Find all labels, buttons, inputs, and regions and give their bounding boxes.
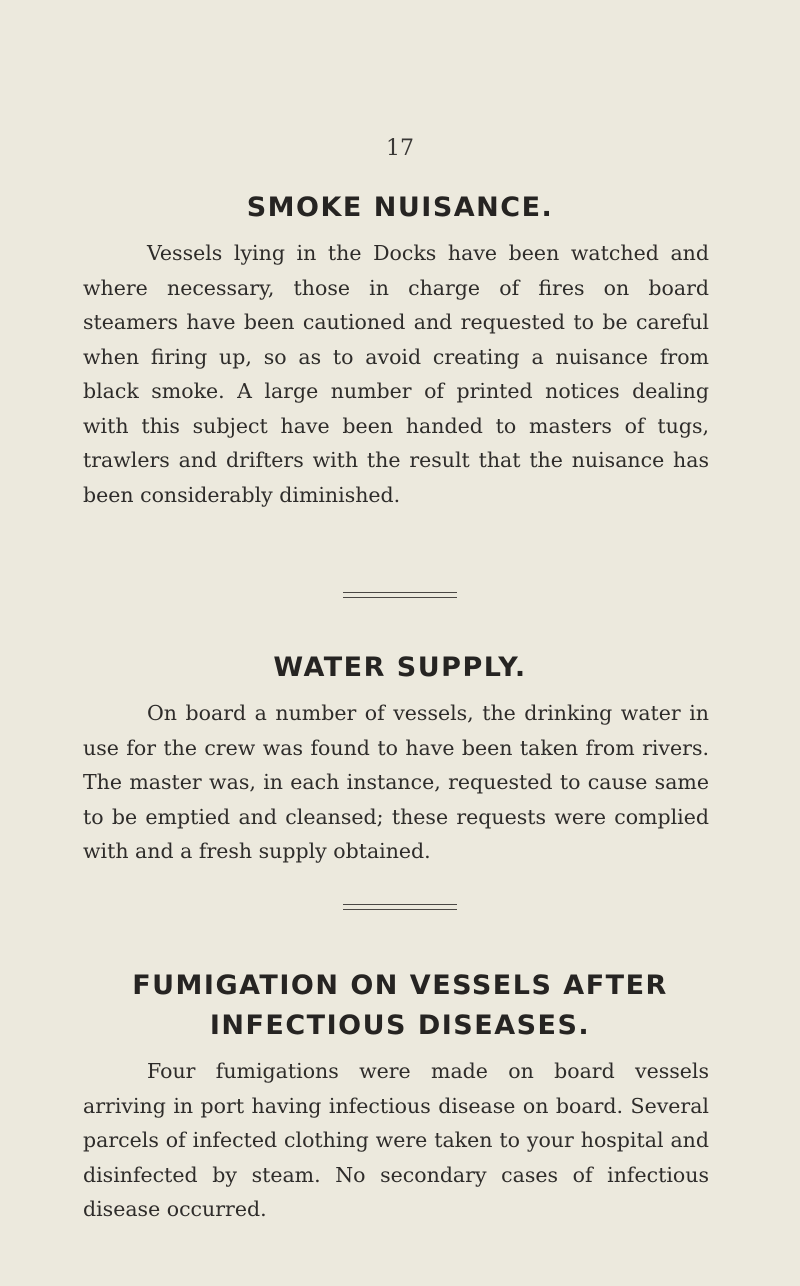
section-divider [343, 904, 457, 910]
section-body-fumigation: Four fumigations were made on board vessels arriving in port having infectious disease on board. Several parcels of infected clothing were taken to your hospital and disinfected by steam. No secondary cases of infectious disease occurred. [83, 1059, 709, 1221]
section-heading-fumigation-line-1: FUMIGATION ON VESSELS AFTER [132, 970, 668, 1001]
section-heading-smoke-nuisance: SMOKE NUISANCE. [246, 192, 554, 223]
section-body-smoke-nuisance: Vessels lying in the Docks have been watched and where necessary, those in charge of fires on board steamers have been cautioned and requested to be careful when firing up, so as to avoid creating a nuisance from black smoke. A large number of printed notices dealing with this subject have been handed to masters of tugs, trawlers and drifters with the result that the nuisance has been considerably diminished. [83, 241, 709, 507]
section-heading-water-supply: WATER SUPPLY. [273, 652, 527, 683]
section-divider [343, 592, 457, 598]
page-number: 17 [386, 136, 414, 161]
section-heading-fumigation-line-2: INFECTIOUS DISEASES. [209, 1010, 591, 1041]
section-body-water-supply: On board a number of vessels, the drinking water in use for the crew was found to have been taken from rivers. The master was, in each instance, requested to cause same to be emptied and cleansed; these requests were complied with and a fresh supply obtained. [83, 701, 709, 863]
